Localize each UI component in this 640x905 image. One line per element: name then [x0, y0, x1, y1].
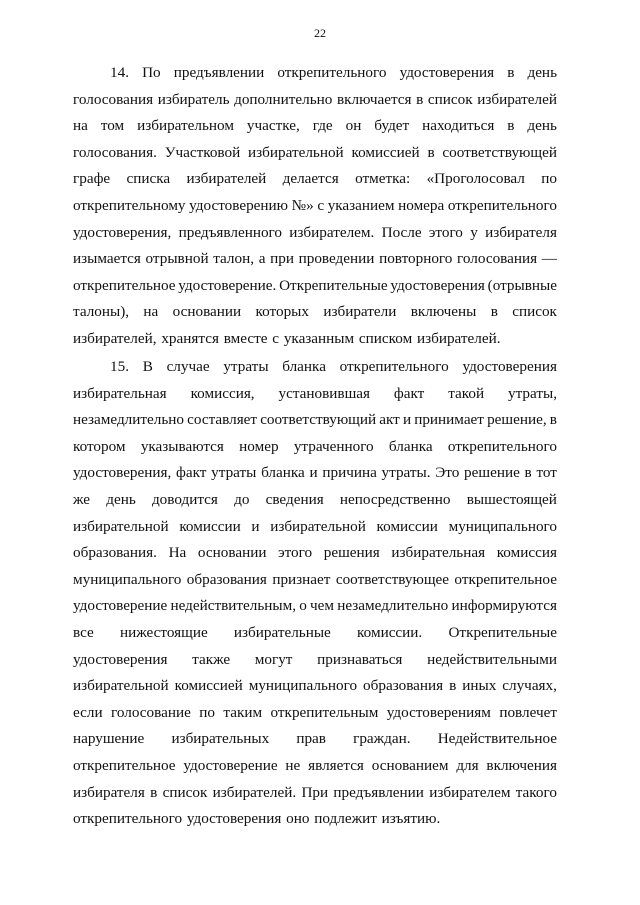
text-line: удостоверения, факт утраты бланка и причина утраты. Это решение в тот [73, 464, 557, 482]
text-line: избирательная комиссия, установившая факт такой утраты, [73, 384, 557, 402]
text-line: же день доводится до сведения непосредственно вышестоящей [73, 490, 557, 508]
text-line: муниципального образования признает соответствующее открепительное [73, 570, 557, 588]
paragraph-15 [73, 358, 557, 837]
text-line: голосования избиратель дополнительно включается в список избирателей [73, 90, 557, 108]
text-line: все нижестоящие избирательные комиссии. Открепительные [73, 623, 557, 641]
text-line: на том избирательном участке, где он будет находиться в день [73, 117, 557, 135]
text-line: незамедлительно составляет соответствующий акт и принимает решение, в [73, 411, 557, 429]
page-number: 22 [314, 26, 326, 40]
paragraph-14 [73, 64, 557, 357]
text-line: талоны), на основании которых избиратели включены в список [73, 303, 557, 321]
text-line: избирательной комиссии и избирательной комиссии муниципального [73, 517, 557, 535]
text-line: избирательной комиссией муниципального образования в иных случаях, [73, 677, 557, 695]
text-line: избирателей, хранятся вместе с указанным списком избирателей. [73, 329, 501, 347]
text-line: образования. На основании этого решения избирательная комиссия [73, 544, 557, 562]
text-line: изымается отрывной талон, а при проведении повторного голосования — [73, 250, 557, 268]
text-line: если голосование по таким открепительным удостоверениям повлечет [73, 703, 557, 721]
text-line: открепительное удостоверение. Открепительные удостоверения (отрывные [73, 276, 557, 294]
text-line: котором указываются номер утраченного бланка открепительного [73, 437, 557, 455]
text-line: нарушение избирательных прав граждан. Недействительное [73, 730, 557, 748]
text-line: 15. В случае утраты бланка открепительного удостоверения [110, 358, 557, 375]
text-line: открепительное удостоверение не является основанием для включения [73, 756, 557, 774]
text-line: удостоверения также могут признаваться недействительными [73, 650, 557, 668]
text-line: голосования. Участковой избирательной комиссией в соответствующей [73, 143, 557, 161]
text-line: графе списка избирателей делается отметка: «Проголосовал по [73, 170, 557, 188]
text-line: открепительному удостоверению №» с указанием номера открепительного [73, 196, 557, 214]
text-line: удостоверения, предъявленного избирателем. После этого у избирателя [73, 223, 557, 241]
text-line: удостоверение недействительным, о чем незамедлительно информируются [73, 597, 557, 615]
text-line: избирателя в список избирателей. При предъявлении избирателем такого [73, 783, 557, 801]
text-line: 14. По предъявлении открепительного удостоверения в день [110, 64, 557, 81]
text-line: открепительного удостоверения оно подлежит изъятию. [73, 810, 441, 828]
